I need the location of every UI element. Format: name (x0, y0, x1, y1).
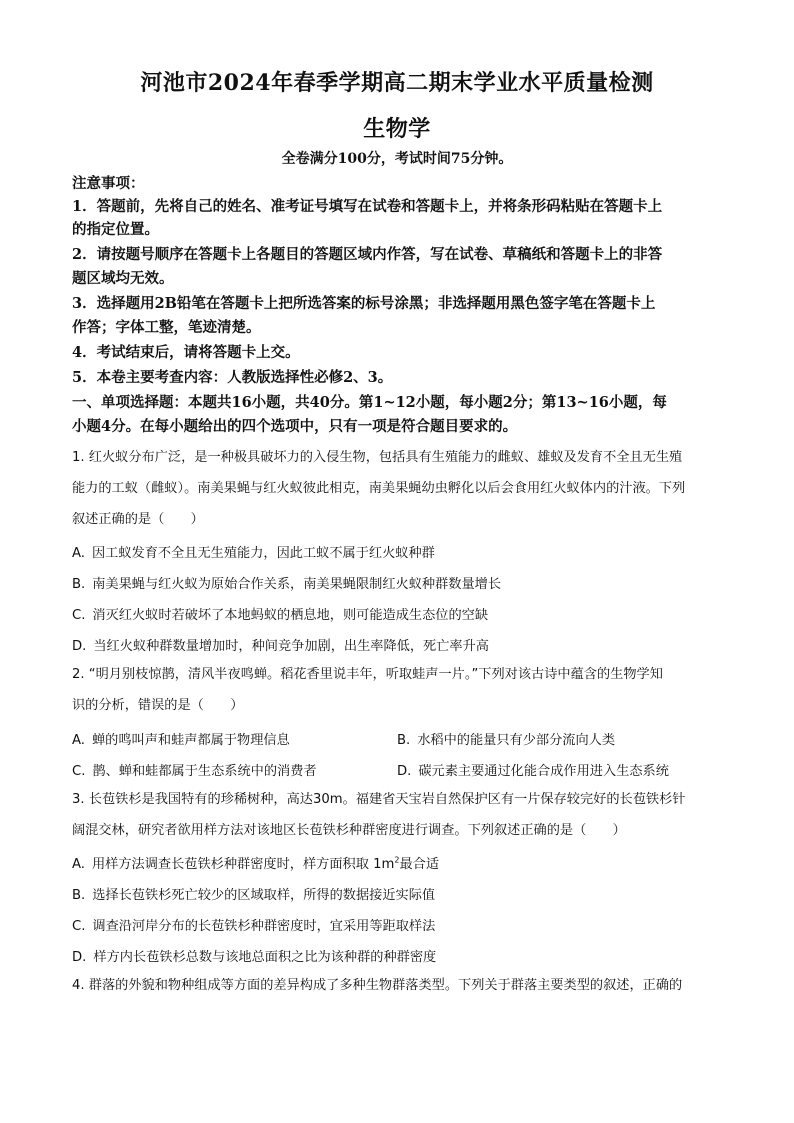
option-key: B. (72, 577, 86, 592)
option-key: B. (72, 888, 86, 903)
section-heading: 一、单项选择题：本题共16小题，共40分。第1~12小题，每小题2分；第13~16小题，每 (72, 394, 667, 411)
option-text: 用样方法调查长苞铁杉种群密度时，样方面积取 1m (91, 857, 395, 872)
question-3-option-b (72, 884, 435, 903)
option-text: 水稻中的能量只有少部分流向人类 (417, 733, 616, 748)
option-text: 样方内长苞铁杉总数与该地总面积之比为该种群的种群密度 (93, 950, 437, 965)
question-4-stem: 4. 群落的外貌和物种组成等方面的差异构成了多种生物群落类型。下列关于群落主要类型的叙述，正确的 (72, 978, 683, 993)
note-line: 5．本卷主要考查内容：人教版选择性必修2、3。 (72, 369, 393, 386)
note-line: 题区域均无效。 (72, 270, 174, 287)
exam-info: 全卷满分100分，考试时间75分钟。 (281, 151, 513, 167)
note-line: 4．考试结束后，请将答题卡上交。 (72, 344, 300, 361)
superscript: 2 (394, 855, 400, 865)
question-1-stem: 1. 红火蚁分布广泛，是一种极具破坏力的入侵生物，包括具有生殖能力的雌蚁、雄蚁及发育不全且无生殖 (72, 450, 683, 465)
notes-heading: 注意事项： (72, 175, 145, 192)
option-key: C. (72, 608, 86, 623)
option-text: 消灭红火蚁时若破坏了本地蚂蚁的栖息地，则可能造成生态位的空缺 (92, 608, 489, 623)
note-line: 作答；字体工整，笔迹清楚。 (72, 319, 261, 336)
note-line: 的指定位置。 (72, 221, 159, 238)
note-line: 3．选择题用2B铅笔在答题卡上把所选答案的标号涂黑；非选择题用黑色签字笔在答题卡上 (72, 295, 656, 312)
question-3-option-c (72, 915, 435, 934)
question-3-option-d (72, 946, 436, 965)
option-text: 南美果蝇与红火蚁为原始合作关系，南美果蝇限制红火蚁种群数量增长 (92, 577, 502, 592)
question-1-option-a (72, 542, 435, 561)
option-text: 最合适 (399, 857, 440, 872)
question-1-stem: 叙述正确的是（ ） (72, 512, 204, 527)
question-2-stem: 识的分析，错误的是（ ） (72, 698, 244, 713)
question-1-stem: 能力的工蚁（雌蚁）。南美果蝇与红火蚁彼此相克，南美果蝇幼虫孵化以后会食用红火蚁体内的汁液。下列 (72, 481, 686, 496)
question-2-option-d (397, 760, 669, 779)
question-1-option-c (72, 604, 488, 623)
question-2-option-b (397, 729, 615, 748)
option-key: D. (72, 950, 87, 965)
option-text: 碳元素主要通过化能合成作用进入生态系统 (418, 764, 669, 779)
note-line: 1．答题前，先将自己的姓名、准考证号填写在试卷和答题卡上，并将条形码粘贴在答题卡上 (72, 198, 663, 215)
question-1-option-d (72, 635, 489, 654)
option-key: D. (72, 639, 87, 654)
option-text: 当红火蚁种群数量增加时，种间竞争加剧，出生率降低，死亡率升高 (93, 639, 489, 654)
question-1-option-b (72, 573, 501, 592)
question-2-option-a (72, 729, 290, 748)
question-3-stem: 阔混交林，研究者欲用样方法对该地区长苞铁杉种群密度进行调查。下列叙述正确的是（ ） (72, 823, 626, 838)
question-3-stem: 3. 长苞铁杉是我国特有的珍稀树种，高达30m。福建省天宝岩自然保护区有一片保存较完好的长苞铁杉针 (72, 792, 686, 807)
note-line: 2．请按题号顺序在答题卡上各题目的答题区域内作答，写在试卷、草稿纸和答题卡上的非答 (72, 246, 663, 263)
option-text: 蝉的鸣叫声和蛙声都属于物理信息 (91, 733, 290, 748)
option-key: B. (397, 733, 411, 748)
option-text: 因工蚁发育不全且无生殖能力，因此工蚁不属于红火蚁种群 (91, 546, 435, 561)
option-text: 鹊、蝉和蛙都属于生态系统中的消费者 (92, 764, 317, 779)
option-key: A. (72, 733, 85, 748)
subject-title: 生物学 (363, 116, 431, 142)
option-key: A. (72, 857, 85, 872)
question-2-option-c (72, 760, 317, 779)
question-3-option-a (72, 853, 439, 872)
option-key: A. (72, 546, 85, 561)
option-key: D. (397, 764, 412, 779)
exam-title: 河池市2024年春季学期高二期末学业水平质量检测 (140, 70, 654, 96)
option-text: 选择长苞铁杉死亡较少的区域取样，所得的数据接近实际值 (92, 888, 436, 903)
question-2-stem: 2. “明月别枝惊鹊，清风半夜鸣蝉。稻花香里说丰年，听取蛙声一片。”下列对该古诗中蕴含的生物学知 (72, 667, 663, 682)
option-key: C. (72, 919, 86, 934)
option-key: C. (72, 764, 86, 779)
section-heading: 小题4分。在每小题给出的四个选项中，只有一项是符合题目要求的。 (72, 418, 518, 435)
option-text: 调查沿河岸分布的长苞铁杉种群密度时，宜采用等距取样法 (92, 919, 436, 934)
